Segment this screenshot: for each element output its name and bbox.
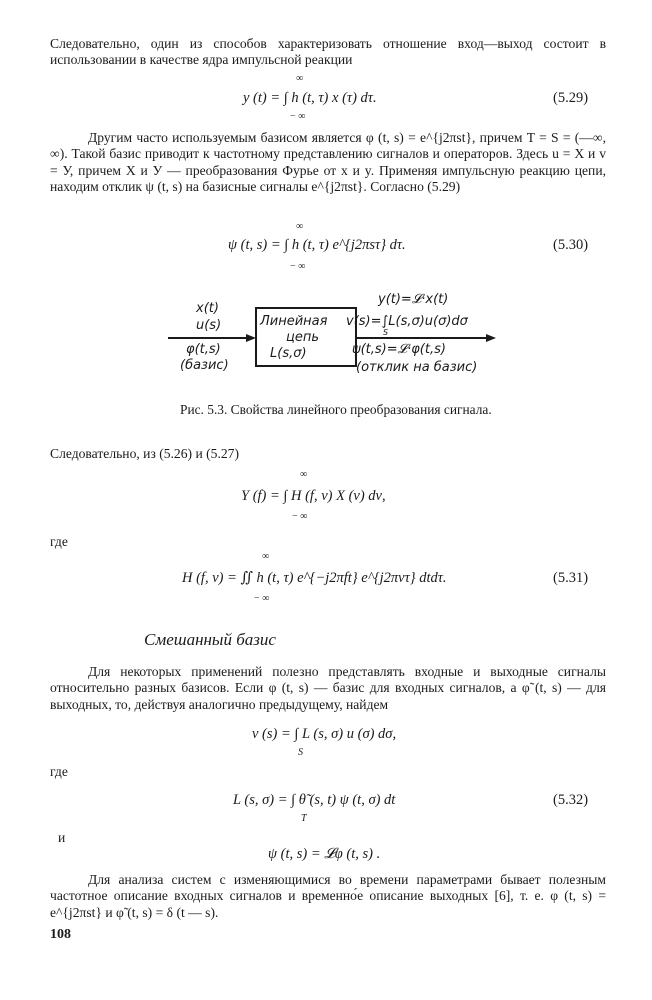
paragraph-time-varying-text: Для анализа систем с изменяющимися во времени параметрами бывает полезным частотное описание входных сигналов и временно́е описание выходных [6], т. е. φ (t, s) = e^{j2πst} и φ̃ (t, s) = δ (t — s). bbox=[50, 872, 606, 920]
equation-5-30-expr: ψ (t, s) = ∫ h (t, τ) e^{j2πsτ} dτ. bbox=[228, 237, 406, 253]
paragraph-therefore bbox=[50, 446, 606, 462]
figure-caption: Рис. 5.3. Свойства линейного преобразования сигнала. bbox=[180, 402, 492, 417]
equation-5-32-expr: L (s, σ) = ∫ θ̃ (s, t) ψ (t, σ) dt bbox=[233, 792, 396, 808]
input-label-u: u(s) bbox=[196, 318, 222, 333]
integral-upper-limit: ∞ bbox=[296, 221, 304, 232]
integral-upper-limit: ∞ bbox=[262, 551, 270, 562]
and-label: и bbox=[58, 830, 66, 845]
output-label-v: v(s)=∫L(s,σ)u(σ)dσ bbox=[346, 314, 468, 329]
paragraph-mixed-basis bbox=[50, 664, 606, 713]
paragraph-mixed-basis-text: Для некоторых применений полезно представлять входные и выходные сигналы относительно разных базисов. Если φ (t, s) — базис для входных сигналов, а φ̃ (t, s) — для выходных, то, действуя аналогично предыдущему, найдем bbox=[50, 664, 606, 712]
input-label-x: x(t) bbox=[196, 301, 219, 316]
page-number: 108 bbox=[50, 927, 71, 942]
integral-upper-limit: ∞ bbox=[296, 73, 304, 84]
integral-upper-limit: ∞ bbox=[300, 469, 308, 480]
box-label-line1: Линейная bbox=[260, 314, 328, 329]
paragraph-therefore-text: Следовательно, из (5.26) и (5.27) bbox=[50, 446, 239, 461]
equation-Y-expr: Y (f) = ∫ H (f, ν) X (ν) dν, bbox=[241, 488, 386, 504]
where-label-2: где bbox=[50, 764, 68, 779]
equation-5-31-number: (5.31) bbox=[553, 570, 589, 586]
equation-5-31-expr: H (f, ν) = ∬ h (t, τ) e^{−j2πft} e^{j2πντ} dtdτ. bbox=[182, 570, 447, 586]
paragraph-basis bbox=[50, 130, 606, 196]
integral-lower-limit-S: S bbox=[298, 747, 303, 758]
equation-5-32-number: (5.32) bbox=[553, 792, 589, 808]
integral-lower-limit: − ∞ bbox=[290, 111, 306, 122]
where-label-1: где bbox=[50, 534, 68, 549]
box-label-line2: цепь bbox=[286, 330, 320, 345]
input-label-phi: φ(t,s) bbox=[186, 342, 221, 357]
integral-lower-limit: − ∞ bbox=[290, 261, 306, 272]
equation-psi-expr: ψ (t, s) = 𝓛φ (t, s) . bbox=[268, 846, 381, 862]
equation-5-29-expr: y (t) = ∫ h (t, τ) x (τ) dτ. bbox=[243, 90, 377, 106]
integral-lower-limit: − ∞ bbox=[292, 511, 308, 522]
box-label-line3: L(s,σ) bbox=[270, 346, 307, 361]
equation-v-expr: v (s) = ∫ L (s, σ) u (σ) dσ, bbox=[252, 726, 397, 742]
paragraph-basis-text: Другим часто используемым базисом является φ (t, s) = e^{j2πst}, причем T = S = (—∞, ∞). Такой базис приводит к частотному представлению сигналов и операторов. Здесь u = X и v = У, причем X и У — преобразования Фурье от x и y. Применяя импульсную реакцию цепи, находим отклик ψ (t, s) на базисные сигналы e^{j2πst}. Согласно (5.29) bbox=[50, 130, 606, 195]
integral-lower-limit-T: T bbox=[301, 813, 307, 824]
input-arrowhead bbox=[246, 334, 256, 342]
paragraph-intro bbox=[50, 36, 606, 69]
input-label-basis: (базис) bbox=[180, 358, 229, 373]
equation-5-30-number: (5.30) bbox=[553, 237, 589, 253]
integral-lower-limit: − ∞ bbox=[254, 593, 270, 604]
paragraph-intro-text: Следовательно, один из способов характеризовать отношение вход—выход состоит в использовании в качестве ядра импульсной реакции bbox=[50, 36, 606, 68]
output-arrowhead bbox=[486, 334, 496, 342]
paragraph-time-varying bbox=[50, 872, 606, 921]
figure-5-3 bbox=[160, 290, 500, 390]
output-label-psi: ψ(t,s)=𝓛·φ(t,s) bbox=[352, 342, 446, 357]
equation-5-29-number: (5.29) bbox=[553, 90, 589, 106]
output-label-y: y(t)=𝓛·x(t) bbox=[378, 292, 449, 307]
output-label-response: (отклик на базис) bbox=[356, 360, 478, 375]
output-label-integral-sub: S bbox=[383, 328, 389, 337]
section-heading: Смешанный базис bbox=[144, 630, 276, 649]
